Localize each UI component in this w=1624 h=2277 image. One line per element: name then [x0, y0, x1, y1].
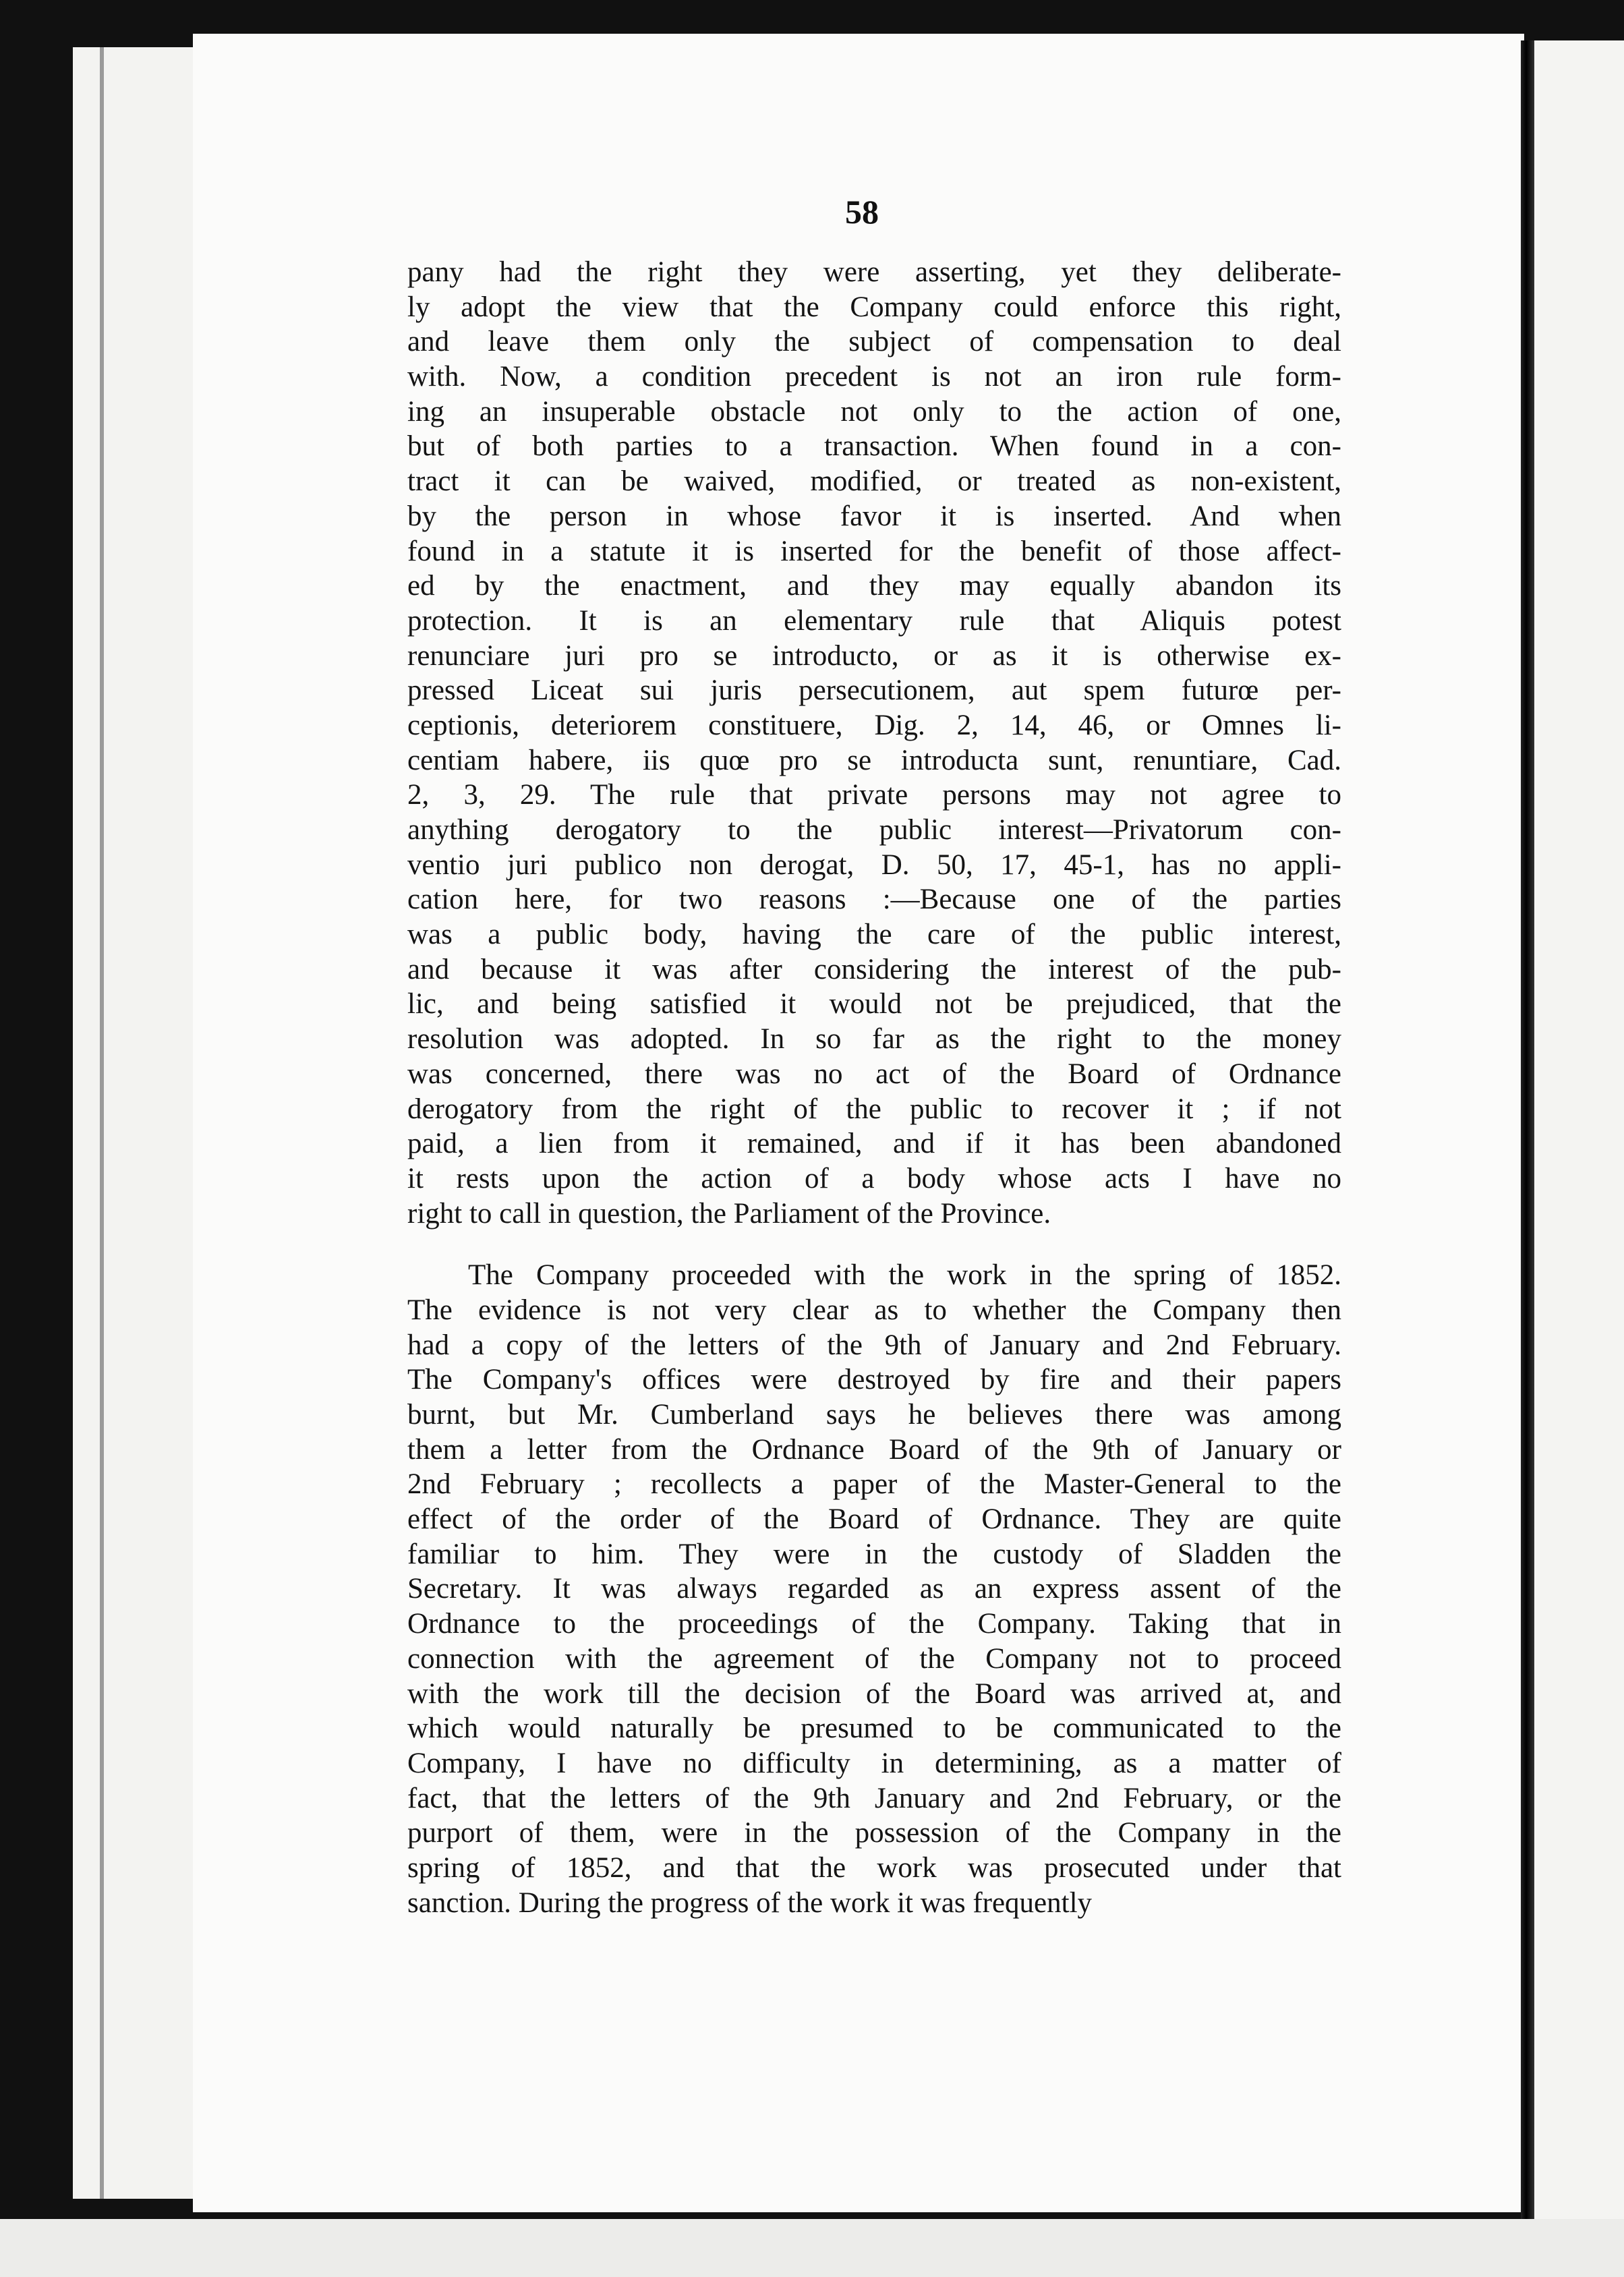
text-line: purport of them, were in the possession of the Company in the [407, 1817, 1341, 1849]
text-line: with the work till the decision of the Board was arrived at, and [407, 1677, 1341, 1710]
paragraph [407, 255, 1341, 1231]
text-line: pany had the right they were asserting, yet they deliberate- [407, 256, 1341, 288]
text-line: was a public body, having the care of the public interest, [407, 919, 1341, 951]
text-line: pressed Liceat sui juris persecutionem, aut spem futurœ per- [407, 674, 1341, 707]
text-line: sanction. During the progress of the work it was frequently [407, 1886, 1093, 1919]
text-line: The evidence is not very clear as to whether the Company then [407, 1294, 1341, 1326]
text-line: renunciare juri pro se introducto, or as it is otherwise ex- [407, 639, 1341, 672]
text-line: found in a statute it is inserted for the benefit of those affect- [407, 535, 1341, 567]
text-line: derogatory from the right of the public to recover it ; if not [407, 1093, 1341, 1125]
text-line: The Company proceeded with the work in the spring of 1852. [468, 1259, 1341, 1292]
text-line: tract it can be waived, modified, or treated as non-existent, [407, 465, 1341, 498]
text-line: 2, 3, 29. The rule that private persons may not agree to [407, 779, 1341, 811]
text-line: ceptionis, deteriorem constituere, Dig. 2, 14, 46, or Omnes li- [407, 709, 1341, 741]
text-line: ventio juri publico non derogat, D. 50, 17, 45-1, has no appli- [407, 848, 1341, 881]
text-line: Company, I have no difficulty in determining, as a matter of [407, 1747, 1341, 1779]
text-line: lic, and being satisfied it would not be prejudiced, that the [407, 988, 1341, 1020]
text-line: had a copy of the letters of the 9th of January and 2nd February. [407, 1329, 1341, 1361]
text-line: anything derogatory to the public interest—Privatorum con- [407, 814, 1341, 846]
text-line: The Company's offices were destroyed by fire and their papers [407, 1364, 1341, 1396]
text-line: by the person in whose favor it is inserted. And when [407, 500, 1341, 532]
text-line: was concerned, there was no act of the Board of Ordnance [407, 1058, 1341, 1090]
text-line: paid, a lien from it remained, and if it has been abandoned [407, 1128, 1341, 1160]
text-line: but of both parties to a transaction. When found in a con- [407, 430, 1341, 463]
text-line: fact, that the letters of the 9th January and 2nd February, or the [407, 1782, 1341, 1814]
page-number: 58 [845, 193, 879, 231]
text-line: spring of 1852, and that the work was prosecuted under that [407, 1851, 1341, 1884]
text-line: connection with the agreement of the Company not to proceed [407, 1642, 1341, 1675]
text-line: with. Now, a condition precedent is not an iron rule form- [407, 361, 1341, 393]
text-line: effect of the order of the Board of Ordnance. They are quite [407, 1503, 1341, 1536]
text-line: resolution was adopted. In so far as the right to the money [407, 1023, 1341, 1056]
text-line: centiam habere, iis quœ pro se introducta sunt, renuntiare, Cad. [407, 744, 1341, 776]
text-line: it rests upon the action of a body whose acts I have no [407, 1162, 1341, 1194]
left-page-binding-line [100, 47, 104, 2199]
text-line: ly adopt the view that the Company could enforce this right, [407, 291, 1341, 323]
page-binding-shadow [1521, 40, 1534, 2219]
text-line: cation here, for two reasons :—Because one of the parties [407, 884, 1341, 916]
text-line: Ordnance to the proceedings of the Company. Taking that in [407, 1608, 1341, 1640]
text-line: which would naturally be presumed to be communicated to the [407, 1712, 1341, 1745]
left-page-edge [73, 47, 195, 2199]
text-line: burnt, but Mr. Cumberland says he believes there was among [407, 1399, 1341, 1431]
text-line: ed by the enactment, and they may equally abandon its [407, 570, 1341, 602]
bottom-margin [0, 2219, 1624, 2277]
text-line: familiar to him. They were in the custody of Sladden the [407, 1538, 1341, 1570]
text-line: and because it was after considering the interest of the pub- [407, 953, 1341, 985]
text-line: them a letter from the Ordnance Board of the 9th of January or [407, 1433, 1341, 1466]
paragraph [407, 1258, 1341, 1920]
paragraph-gap [407, 1231, 1341, 1258]
text-line: and leave them only the subject of compensation to deal [407, 326, 1341, 358]
text-line: right to call in question, the Parliament of the Province. [407, 1197, 1051, 1230]
text-line: ing an insuperable obstacle not only to the action of one, [407, 395, 1341, 428]
text-line: 2nd February ; recollects a paper of the Master-General to the [407, 1468, 1341, 1501]
text-line: protection. It is an elementary rule that Aliquis potest [407, 604, 1341, 637]
text-line: Secretary. It was always regarded as an express assent of the [407, 1573, 1341, 1605]
right-page-edge [1534, 40, 1624, 2219]
body-text [407, 255, 1341, 1920]
